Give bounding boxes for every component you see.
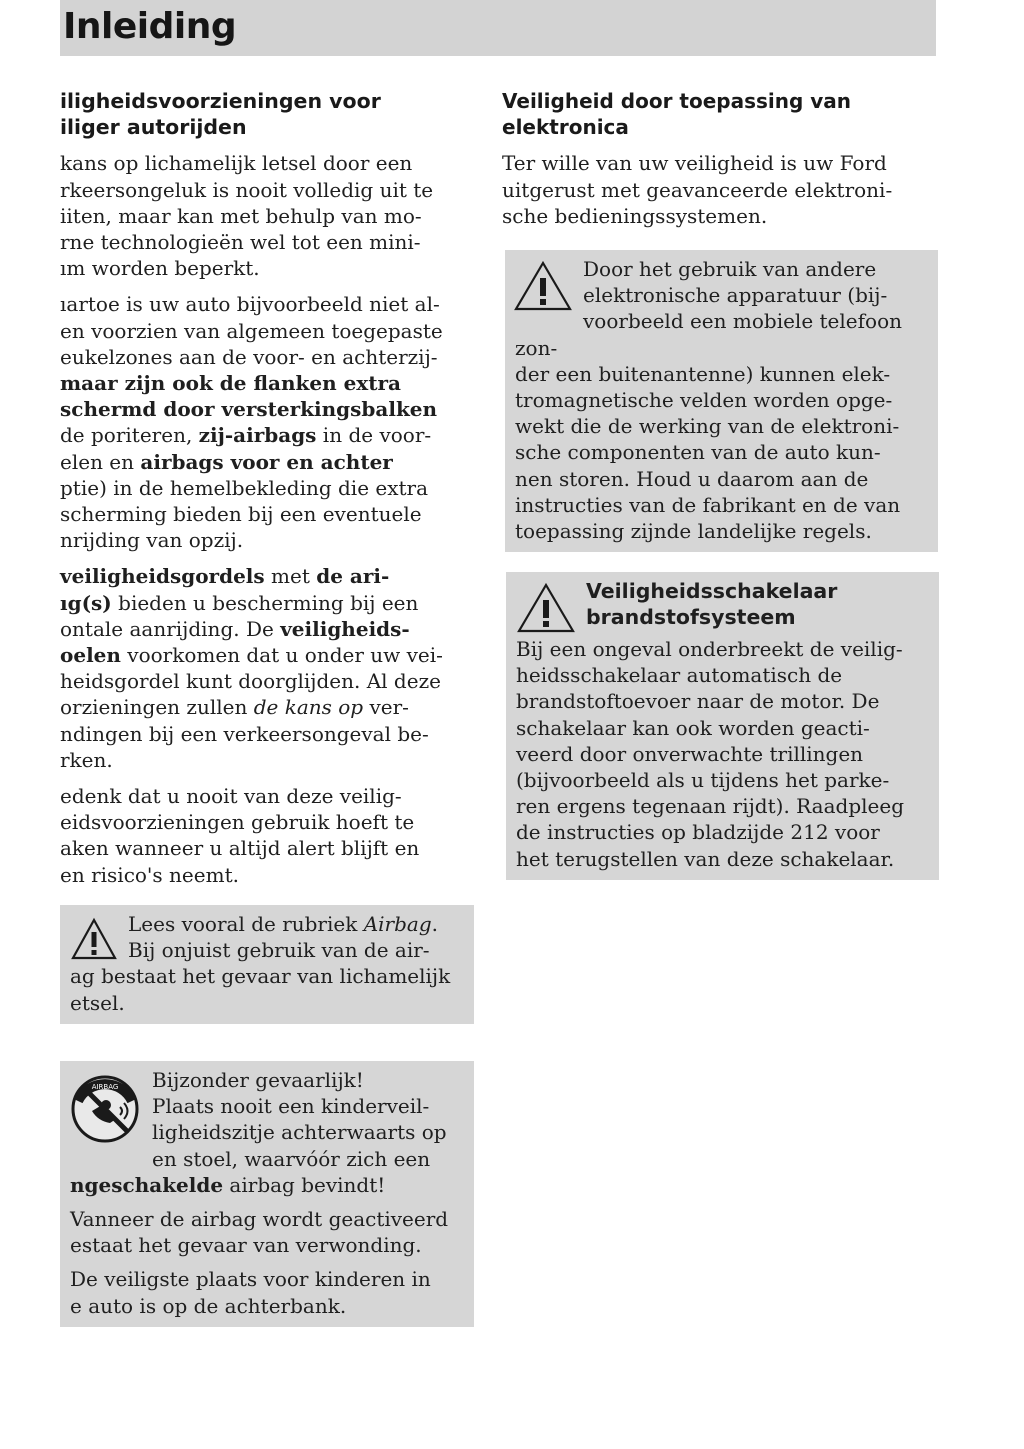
airbag-icon-label: AIRBAG xyxy=(91,1083,119,1091)
warning-title-fuel-switch: Veiligheidsschakelaar brandstofsysteem xyxy=(586,579,838,629)
paragraph-electronics: Ter wille van uw veiligheid is uw Ford uitgerust met geavanceerde elektroni- sche bedieningssystemen. xyxy=(502,151,893,228)
warning-triangle-icon xyxy=(516,582,576,634)
section-heading-safety: iligheidsvoorzieningen voor iliger autorijden xyxy=(60,89,381,140)
airbag-child-seat-icon xyxy=(70,1071,140,1147)
warning-child-p2: Vanneer de airbag wordt geactiveerd estaat het gevaar van verwonding. xyxy=(70,1207,449,1258)
warning-text-airbag: Lees vooral de rubriek Airbag. Bij onjuist gebruik van de air- ag bestaat het gevaar van lichamelijk etsel. xyxy=(70,912,451,1015)
section-heading-electronics: Veiligheid door toepassing van elektronica xyxy=(502,89,852,140)
warning-triangle-icon xyxy=(70,917,118,961)
chapter-header xyxy=(60,0,936,56)
page-title: Inleiding xyxy=(63,6,237,47)
right-column xyxy=(502,88,938,871)
paragraph-crumple-zones: ıartoe is uw auto bijvoorbeeld niet al- en voorzien van algemeen toegepaste eukelzones aan de voor- en achterzij- maar zijn ook de flanken extra schermd door versterkingsbalken de poriteren, zij-airbags in de voor- elen en airbags voor en achter ptie) in de hemelbekleding die extra scherming bieden bij een eventuele nrijding van opzij. xyxy=(60,292,443,553)
paragraph-stay-alert: edenk dat u nooit van deze veilig- eidsvoorzieningen gebruik hoeft te aken wanneer u altijd alert blijft en en risico's neemt. xyxy=(60,784,420,887)
warning-box-fuel-switch xyxy=(506,572,939,880)
warning-text-electronics: Door het gebruik van andere elektronische apparatuur (bij- voorbeeld een mobiele telefoon zon- der een buitenantenne) kunnen elek- tromagnetische velden worden opge- wekt die de werking van de elektroni- sche componenten van de auto kun- nen storen. Houd u daarom aan de instructies van de fabrikant en de van toepassing zijnde landelijke regels. xyxy=(515,257,902,544)
warning-triangle-icon xyxy=(513,260,573,312)
left-column xyxy=(60,88,478,1318)
warning-text-fuel-switch: Bij een ongeval onderbreekt de veilig- heidsschakelaar automatisch de brandstoftoevoer naar de motor. De schakelaar kan ook worden geacti- veerd door onverwachte trillingen (bijvoorbeeld als u tijdens het parke- ren ergens tegenaan rijdt). Raadpleeg de instructies op bladzijde 212 voor het terugstellen van deze schakelaar. xyxy=(516,637,905,871)
paragraph-injury-risk: kans op lichamelijk letsel door een rkeersongeluk is nooit volledig uit te iiten, maar kan met behulp van mo- rne technologieën wel tot een mini- ım worden beperkt. xyxy=(60,151,434,281)
warning-box-child-seat xyxy=(60,1061,474,1327)
warning-child-p3: De veiligste plaats voor kinderen in e auto is op de achterbank. xyxy=(70,1267,431,1318)
warning-box-airbag xyxy=(60,905,474,1024)
warning-child-p1: Bijzonder gevaarlijk! Plaats nooit een kinderveil- ligheidszitje achterwaarts op en stoel, waarvóór zich een ngeschakelde airbag bevindt! xyxy=(70,1068,447,1197)
warning-box-electronics xyxy=(505,250,938,552)
paragraph-seatbelts: veiligheidsgordels met de ari- ıg(s) bieden u bescherming bij een ontale aanrijding. De veiligheids- oelen voorkomen dat u onder uw vei- heidsgordel kunt doorglijden. Al deze orzieningen zullen de kans op ver- ndingen bij een verkeersongeval be- rken. xyxy=(60,564,443,772)
